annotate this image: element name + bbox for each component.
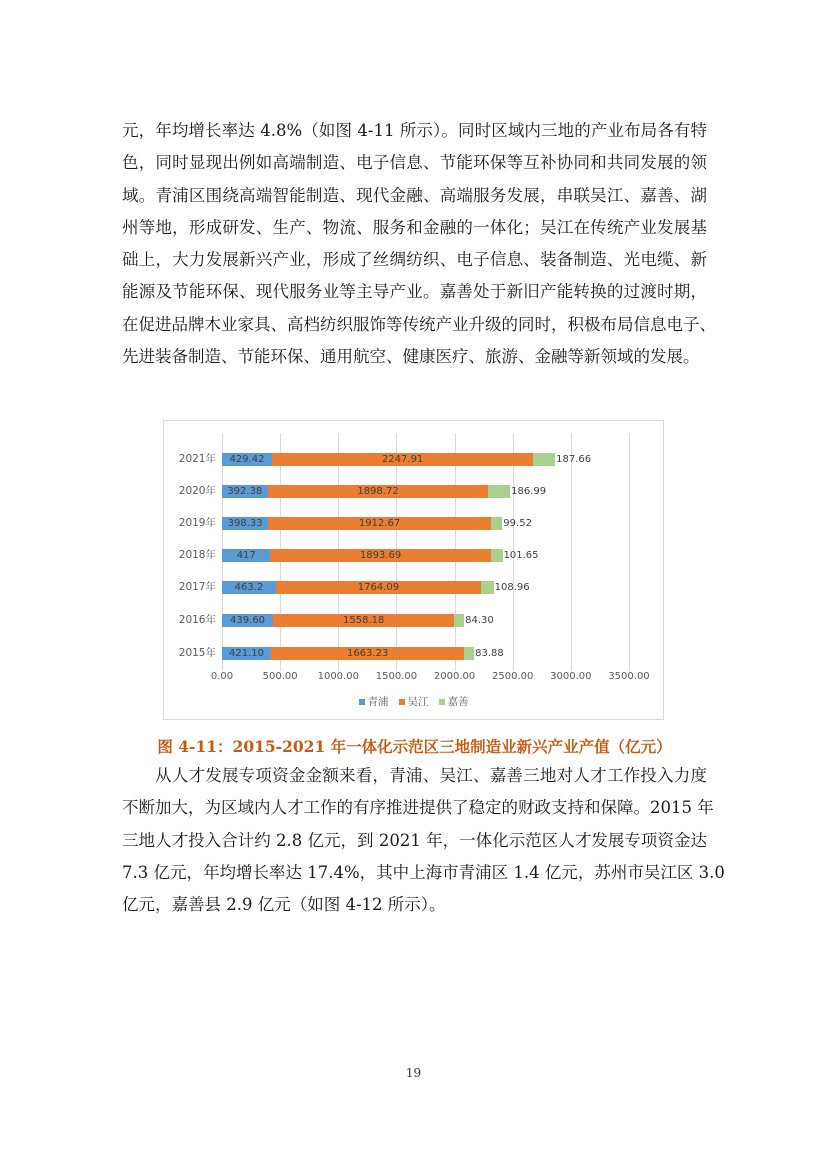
data-label: 2247.91 bbox=[381, 454, 424, 465]
figure-caption: 图 4-11：2015-2021 年一体化示范区三地制造业新兴产业产值（亿元） bbox=[157, 737, 672, 756]
bar-segment bbox=[222, 581, 276, 594]
data-label: 108.96 bbox=[494, 582, 530, 593]
legend-label: 嘉善 bbox=[447, 696, 469, 708]
text-line: 亿元，嘉善县 2.9 亿元（如图 4-12 所示）。 bbox=[122, 895, 446, 915]
bar-segment bbox=[533, 453, 592, 466]
data-label: 398.33 bbox=[227, 518, 263, 529]
legend-swatch-icon bbox=[359, 699, 365, 705]
y-category-label: 2021年 bbox=[178, 453, 216, 465]
data-label: 101.65 bbox=[503, 550, 539, 561]
legend-label: 青浦 bbox=[367, 696, 389, 708]
data-label: 1912.67 bbox=[358, 518, 401, 529]
bar-segment bbox=[454, 614, 494, 627]
text-line: 不断加大，为区域内人才工作的有序推进提供了稳定的财政支持和保障。2015 年 bbox=[122, 798, 714, 818]
x-tick-label: 500.00 bbox=[262, 671, 298, 682]
text-line: 础上，大力发展新兴产业，形成了丝绸纺织、电子信息、装备制造、光电缆、新 bbox=[122, 250, 707, 270]
data-label: 392.38 bbox=[227, 486, 263, 497]
bar-row bbox=[178, 614, 629, 627]
legend-item bbox=[439, 694, 469, 709]
x-tick-label: 0.00 bbox=[210, 671, 234, 682]
bar-segment bbox=[276, 581, 481, 594]
x-tick-label: 3000.00 bbox=[550, 671, 592, 682]
data-label: 84.30 bbox=[465, 615, 494, 626]
bar-row bbox=[178, 485, 629, 498]
plot-area bbox=[178, 433, 629, 671]
data-label: 1663.23 bbox=[346, 648, 389, 659]
text-line: 从人才发展专项资金金额来看，青浦、吴江、嘉善三地对人才工作投入力度 bbox=[155, 766, 707, 785]
text-line: 7.3 亿元，年均增长率达 17.4%，其中上海市青浦区 1.4 亿元，苏州市吴江区 3.0 bbox=[122, 862, 725, 882]
data-label: 463.2 bbox=[234, 582, 264, 593]
bar-segment bbox=[222, 517, 268, 530]
bar-segment bbox=[491, 549, 539, 562]
legend-swatch-icon bbox=[399, 699, 405, 705]
bar-row bbox=[178, 581, 629, 594]
body-paragraph-2 bbox=[122, 760, 725, 921]
bar-segment bbox=[272, 453, 533, 466]
text-line: 州等地，形成研发、生产、物流、服务和金融的一体化；吴江在传统产业发展基 bbox=[122, 217, 707, 237]
chart-legend bbox=[164, 694, 663, 709]
data-label: 1898.72 bbox=[357, 486, 399, 497]
data-label: 417 bbox=[236, 550, 256, 561]
text-line: 在促进品牌木业家具、高档纺织服饰等传统产业升级的同时，积极布局信息电子、 bbox=[122, 314, 716, 334]
bar-segment bbox=[222, 485, 268, 498]
legend-swatch-icon bbox=[439, 699, 445, 705]
x-tick-label: 1000.00 bbox=[317, 671, 359, 682]
stacked-bar-chart bbox=[163, 420, 664, 720]
page-number: 19 bbox=[405, 1066, 422, 1080]
data-label: 439.60 bbox=[230, 615, 266, 626]
y-category-label: 2015年 bbox=[178, 647, 216, 659]
bar-segment bbox=[271, 647, 464, 660]
data-label: 99.52 bbox=[503, 518, 532, 529]
x-tick-label: 2500.00 bbox=[492, 671, 534, 682]
legend-item bbox=[359, 694, 389, 709]
x-tick-label: 1500.00 bbox=[375, 671, 418, 682]
bar-row bbox=[178, 549, 629, 562]
data-label: 187.66 bbox=[556, 454, 592, 465]
x-tick-label: 2000.00 bbox=[433, 671, 476, 682]
data-label: 1893.69 bbox=[359, 550, 402, 561]
bar-row bbox=[178, 517, 629, 530]
bar-segment bbox=[222, 453, 272, 466]
bar-segment bbox=[488, 485, 547, 498]
bar-segment bbox=[491, 517, 532, 530]
y-category-label: 2020年 bbox=[178, 485, 216, 497]
bar-segment bbox=[222, 549, 270, 562]
text-line: 元，年均增长率达 4.8%（如图 4-11 所示）。同时区域内三地的产业布局各有特 bbox=[122, 121, 707, 140]
legend-label: 吴江 bbox=[407, 696, 429, 708]
data-label: 1764.09 bbox=[357, 582, 400, 593]
text-line: 域。青浦区围绕高端智能制造、现代金融、高端服务发展，串联吴江、嘉善、湖 bbox=[122, 185, 707, 205]
y-category-label: 2018年 bbox=[178, 549, 216, 561]
data-label: 186.99 bbox=[511, 486, 547, 497]
bar-segment bbox=[268, 517, 490, 530]
text-line: 三地人才投入合计约 2.8 亿元，到 2021 年，一体化示范区人才发展专项资金达 bbox=[122, 830, 707, 850]
bar-row bbox=[178, 453, 629, 466]
body-paragraph-1 bbox=[122, 115, 716, 373]
text-line: 色，同时显现出例如高端制造、电子信息、节能环保等互补协同和共同发展的领 bbox=[122, 153, 707, 173]
data-label: 421.10 bbox=[228, 648, 264, 659]
bar-segment bbox=[481, 581, 530, 594]
data-label: 429.42 bbox=[229, 454, 265, 465]
data-label: 83.88 bbox=[475, 648, 504, 659]
data-label: 1558.18 bbox=[343, 615, 385, 626]
x-tick-label: 3500.00 bbox=[608, 671, 650, 682]
bar-segment bbox=[464, 647, 504, 660]
y-category-label: 2016年 bbox=[178, 614, 216, 626]
gridline bbox=[629, 433, 630, 671]
text-line: 先进装备制造、节能环保、通用航空、健康医疗、旅游、金融等新领域的发展。 bbox=[122, 347, 700, 367]
bar-segment bbox=[273, 614, 454, 627]
bar-segment bbox=[268, 485, 489, 498]
text-line: 能源及节能环保、现代服务业等主导产业。嘉善处于新旧产能转换的过渡时期， bbox=[122, 282, 707, 302]
y-category-label: 2019年 bbox=[178, 517, 216, 529]
bar-segment bbox=[222, 614, 273, 627]
legend-item bbox=[399, 694, 429, 709]
bar-segment bbox=[270, 549, 490, 562]
y-category-label: 2017年 bbox=[178, 581, 216, 593]
bar-segment bbox=[222, 647, 271, 660]
bar-row bbox=[178, 647, 629, 660]
